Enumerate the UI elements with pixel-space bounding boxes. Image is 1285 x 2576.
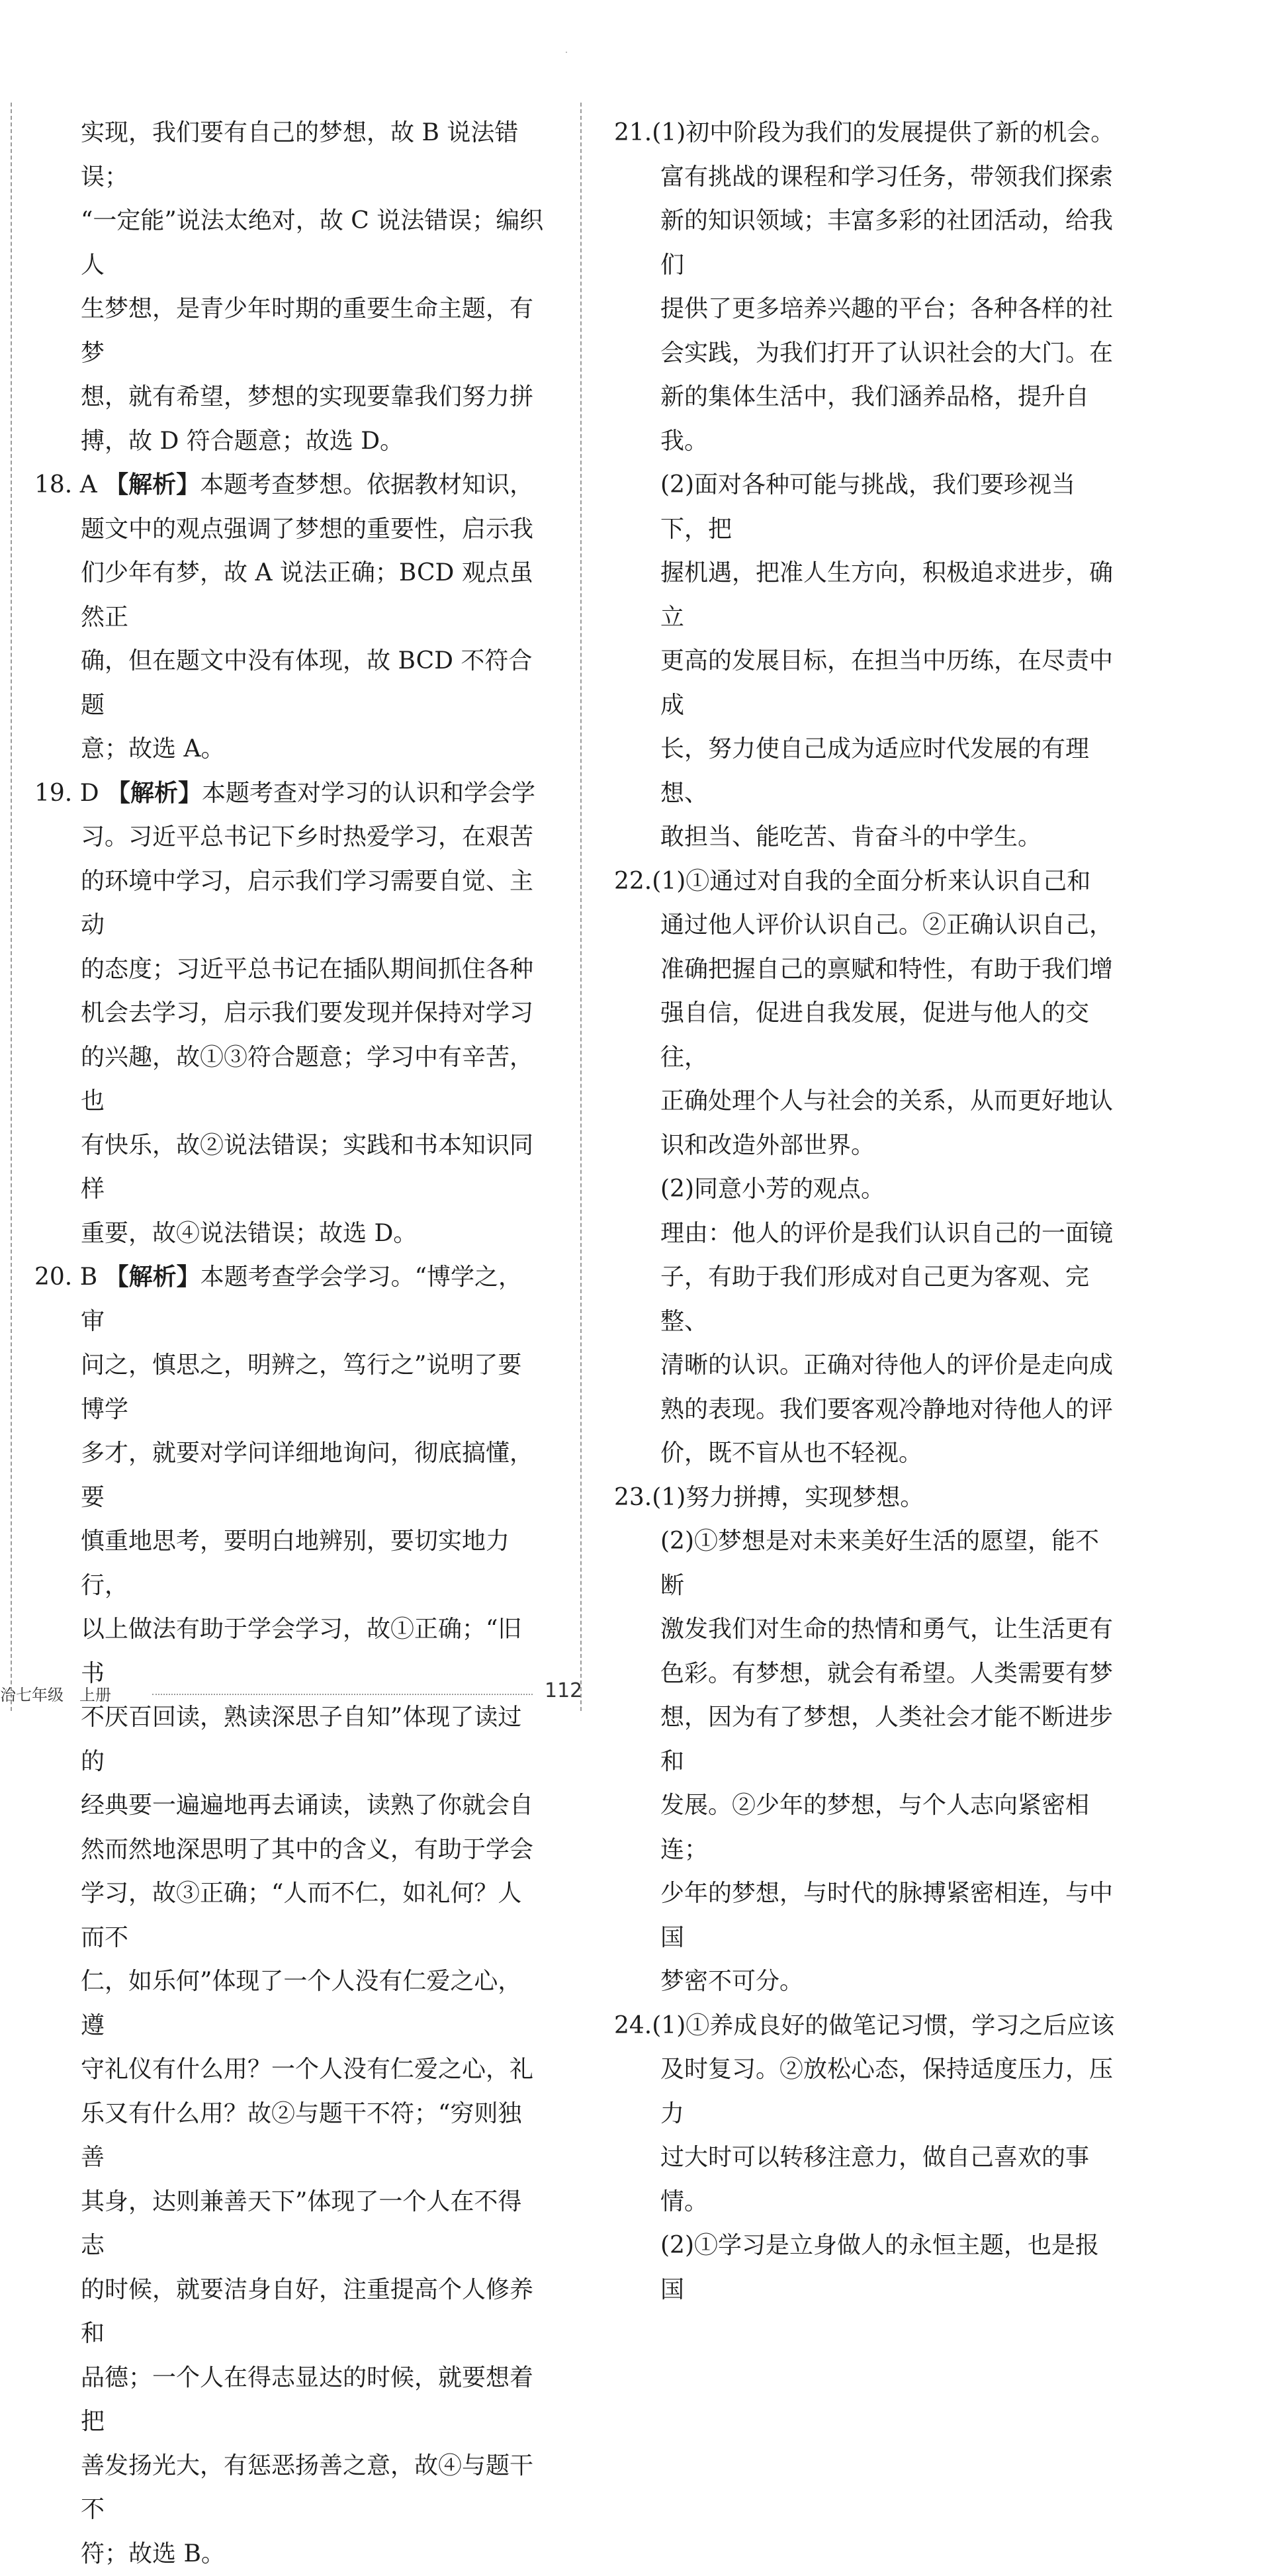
question-number: 19. D	[34, 780, 99, 807]
question-number: 21.	[614, 119, 652, 146]
analysis-tag: 【解析】	[105, 471, 200, 498]
answer-line: 有快乐，故②说法错误；实践和书本知识同样	[34, 1124, 544, 1212]
answer-line: (2)①学习是立身做人的永恒主题，也是报国	[614, 2224, 1117, 2312]
answer-line: 想，就有希望，梦想的实现要靠我们努力拼	[81, 375, 544, 420]
answer-first-line	[614, 111, 1117, 156]
answer-line: 们少年有梦，故 A 说法正确；BCD 观点虽然正	[34, 551, 544, 639]
answer-text: 本题考查学会学习。“博学之，审	[81, 1264, 522, 1335]
answer-line: 的态度；习近平总书记在插队期间抓住各种	[34, 948, 544, 992]
answer-line: 想，因为有了梦想，人类社会才能不断进步和	[614, 1696, 1117, 1784]
answer-line: 意；故选 A。	[34, 727, 544, 772]
answer-line: 品德；一个人在得志显达的时候，就要想着把	[34, 2356, 544, 2444]
top-center-mark	[566, 52, 567, 53]
answer-line: 敢担当、能吃苦、肯奋斗的中学生。	[614, 815, 1117, 860]
left-margin-rule	[11, 103, 12, 1711]
book-label: 治七年级 上册	[0, 1682, 111, 1705]
left-column	[81, 111, 544, 2576]
right-column	[614, 111, 1117, 2312]
answer-line: 提供了更多培养兴趣的平台；各种各样的社	[614, 287, 1117, 332]
answer-line: 多才，就要对学问详细地询问，彻底搞懂，要	[34, 1432, 544, 1520]
continued-answer	[81, 111, 544, 463]
answer-line: 乐又有什么用？故②与题干不符；“穷则独善	[34, 2092, 544, 2180]
answer-line: 新的集体生活中，我们涵养品格，提升自我。	[614, 375, 1117, 463]
answer-line: 不厌百回读，熟读深思子自知”体现了读过的	[34, 1696, 544, 1784]
answer-first-line	[614, 1476, 1117, 1520]
answer-text: 本题考查梦想。依据教材知识，	[200, 471, 533, 498]
answer-line: 慎重地思考，要明白地辨别，要切实地力行，	[34, 1520, 544, 1608]
answer-line: 题文中的观点强调了梦想的重要性，启示我	[34, 508, 544, 552]
answer-first-line	[34, 1256, 544, 1344]
answer-line: 确，但在题文中没有体现，故 BCD 不符合题	[34, 639, 544, 727]
answer-first-line	[614, 2004, 1117, 2048]
answer-line: 习。习近平总书记下乡时热爱学习，在艰苦	[34, 815, 544, 860]
answer-line: 符；故选 B。	[34, 2532, 544, 2576]
answer-line: 梦密不可分。	[614, 1960, 1117, 2004]
answer-first-line	[34, 772, 544, 816]
answer-line: 熟的表现。我们要客观冷静地对待他人的评	[614, 1388, 1117, 1432]
answer-line: 会实践，为我们打开了认识社会的大门。在	[614, 332, 1117, 376]
page-footer	[0, 1679, 1285, 1706]
answer-line: “一定能”说法太绝对，故 C 说法错误；编织人	[81, 199, 544, 287]
answer-line: 经典要一遍遍地再去诵读，读熟了你就会自	[34, 1784, 544, 1828]
answer-line: 然而然地深思明了其中的含义，有助于学会	[34, 1828, 544, 1872]
answer-line: 生梦想，是青少年时期的重要生命主题，有梦	[81, 287, 544, 375]
answer-line: 的兴趣，故①③符合题意；学习中有辛苦，也	[34, 1036, 544, 1124]
answer-line: (2)同意小芳的观点。	[614, 1168, 1117, 1212]
page-number: 112	[545, 1679, 582, 1702]
answer-text: (1)①通过对自我的全面分析来认识自己和	[652, 868, 1090, 895]
answer-line: 的环境中学习，启示我们学习需要自觉、主动	[34, 860, 544, 948]
answer-line: 色彩。有梦想，就会有希望。人类需要有梦	[614, 1652, 1117, 1696]
answer-line: 搏，故 D 符合题意；故选 D。	[81, 420, 544, 464]
question-number: 22.	[614, 868, 652, 895]
answer-line: 的时候，就要洁身自好，注重提高个人修养和	[34, 2268, 544, 2356]
answer-line: 新的知识领域；丰富多彩的社团活动，给我们	[614, 199, 1117, 287]
answer-line: 正确处理个人与社会的关系，从而更好地认	[614, 1080, 1117, 1124]
answer-19	[34, 772, 544, 1256]
answer-line: 其身，达则兼善天下”体现了一个人在不得志	[34, 2180, 544, 2268]
answer-line: 实现，我们要有自己的梦想，故 B 说法错误；	[81, 111, 544, 199]
answer-first-line	[34, 463, 544, 508]
answer-line: 过大时可以转移注意力，做自己喜欢的事情。	[614, 2136, 1117, 2224]
answer-line: 以上做法有助于学会学习，故①正确；“旧书	[34, 1608, 544, 1696]
answer-line: 强自信，促进自我发展，促进与他人的交往，	[614, 991, 1117, 1080]
answer-text: (1)努力拼搏，实现梦想。	[652, 1484, 924, 1511]
answer-line: 清晰的认识。正确对待他人的评价是走向成	[614, 1344, 1117, 1388]
answer-text: (1)初中阶段为我们的发展提供了新的机会。	[652, 119, 1114, 146]
question-number: 20. B	[34, 1264, 97, 1291]
answer-line: 通过他人评价认识自己。②正确认识自己，	[614, 903, 1117, 948]
answer-21	[614, 111, 1117, 860]
footer-dotted-leader	[152, 1694, 533, 1695]
answer-line: 握机遇，把准人生方向，积极追求进步，确立	[614, 551, 1117, 639]
question-number: 18. A	[34, 471, 97, 498]
question-number: 24.	[614, 2012, 652, 2039]
answer-line: 更高的发展目标，在担当中历练，在尽责中成	[614, 639, 1117, 727]
answer-line: 重要，故④说法错误；故选 D。	[34, 1212, 544, 1256]
answer-line: 激发我们对生命的热情和勇气，让生活更有	[614, 1608, 1117, 1652]
answer-line: 子，有助于我们形成对自己更为客观、完整、	[614, 1256, 1117, 1344]
answer-line: 价，既不盲从也不轻视。	[614, 1432, 1117, 1476]
answer-line: 仁，如乐何”体现了一个人没有仁爱之心，遵	[34, 1960, 544, 2048]
answer-line: 准确把握自己的禀赋和特性，有助于我们增	[614, 948, 1117, 992]
answer-line: 识和改造外部世界。	[614, 1124, 1117, 1168]
answer-line: (2)①梦想是对未来美好生活的愿望，能不断	[614, 1520, 1117, 1608]
analysis-tag: 【解析】	[107, 780, 202, 807]
answer-line: 理由：他人的评价是我们认识自己的一面镜	[614, 1212, 1117, 1256]
answer-line: 富有挑战的课程和学习任务，带领我们探索	[614, 156, 1117, 200]
question-number: 23.	[614, 1484, 652, 1511]
answer-22	[614, 860, 1117, 1476]
answer-24	[614, 2004, 1117, 2313]
answer-first-line	[614, 860, 1117, 904]
answer-text: (1)①养成良好的做笔记习惯，学习之后应该	[652, 2012, 1114, 2039]
column-divider-rule	[580, 103, 582, 1711]
answer-23	[614, 1476, 1117, 2004]
answer-line: 及时复习。②放松心态，保持适度压力，压力	[614, 2048, 1117, 2136]
answer-18	[34, 463, 544, 772]
answer-20	[34, 1256, 544, 2576]
answer-line: 学习，故③正确；“人而不仁，如礼何？人而不	[34, 1872, 544, 1960]
answer-line: (2)面对各种可能与挑战，我们要珍视当下，把	[614, 463, 1117, 551]
answer-text: 本题考查对学习的认识和学会学	[202, 780, 535, 807]
answer-line: 机会去学习，启示我们要发现并保持对学习	[34, 991, 544, 1036]
answer-line: 长，努力使自己成为适应时代发展的有理想、	[614, 727, 1117, 815]
answer-line: 守礼仪有什么用？一个人没有仁爱之心，礼	[34, 2048, 544, 2092]
analysis-tag: 【解析】	[105, 1264, 200, 1291]
answer-line: 发展。②少年的梦想，与个人志向紧密相连；	[614, 1784, 1117, 1872]
answer-line: 少年的梦想，与时代的脉搏紧密相连，与中国	[614, 1872, 1117, 1960]
answer-line: 善发扬光大，有惩恶扬善之意，故④与题干不	[34, 2444, 544, 2532]
answer-line: 问之，慎思之，明辨之，笃行之”说明了要博学	[34, 1344, 544, 1432]
